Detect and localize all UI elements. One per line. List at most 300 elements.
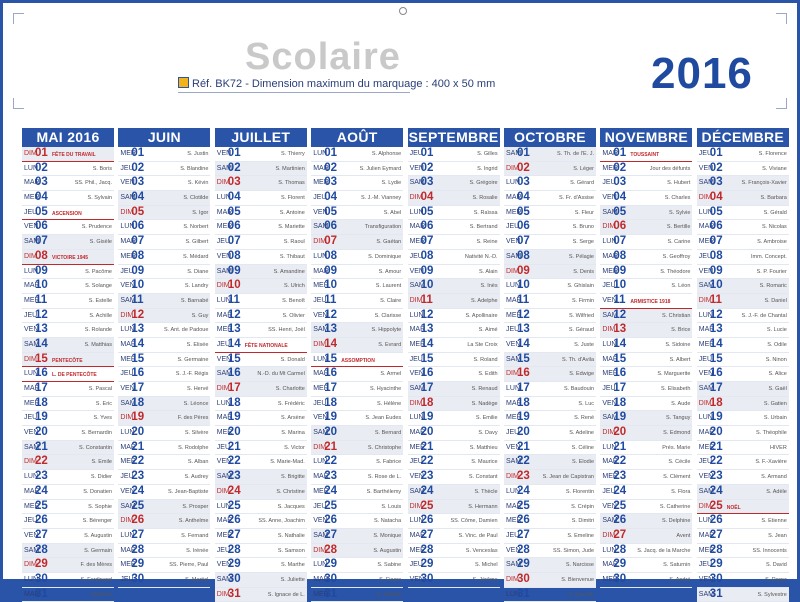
day-number: 19 bbox=[517, 411, 530, 424]
day-row bbox=[697, 191, 789, 206]
day-row bbox=[697, 323, 789, 338]
day-number: 18 bbox=[613, 396, 627, 409]
day-row bbox=[311, 411, 403, 426]
crop-mark bbox=[13, 13, 24, 24]
saint-name: S. Serge bbox=[572, 239, 594, 246]
weekday-label: SAM bbox=[120, 194, 136, 202]
day-number: 05 bbox=[35, 205, 48, 218]
day-row bbox=[504, 338, 596, 353]
saint-name: S. Kévin bbox=[187, 180, 209, 187]
saint-name: S. Rodolphe bbox=[178, 444, 209, 451]
saint-name: S. Ingrid bbox=[477, 165, 498, 172]
saint-name: S. Léger bbox=[573, 165, 594, 172]
day-number: 19 bbox=[131, 411, 145, 424]
saint-name: S. Odile bbox=[767, 341, 787, 348]
day-row bbox=[311, 588, 403, 602]
day-row bbox=[311, 367, 403, 382]
weekday-label: SAM bbox=[216, 473, 232, 481]
weekday-label: SAM bbox=[698, 590, 714, 598]
saint-name: S. Etienne bbox=[761, 518, 787, 525]
day-number: 30 bbox=[227, 572, 241, 585]
day-row bbox=[311, 162, 403, 177]
weekday-label: VEN bbox=[216, 150, 232, 157]
day-number: 30 bbox=[35, 572, 48, 585]
saint-name: S. Narcisse bbox=[565, 562, 594, 569]
saint-name: S. Elodie bbox=[571, 459, 594, 466]
day-row bbox=[504, 470, 596, 485]
weekday-label: MAR bbox=[602, 150, 618, 157]
saint-name: S. Sylvain bbox=[87, 195, 112, 202]
weekday-label: LUN bbox=[313, 150, 328, 157]
saint-name: F. des Mères bbox=[80, 562, 112, 569]
saint-name: HIVER bbox=[769, 444, 787, 451]
weekday-label: DIM bbox=[313, 238, 327, 246]
weekday-label: MAR bbox=[506, 296, 522, 304]
saint-name: S. Victor bbox=[284, 444, 305, 451]
day-row bbox=[215, 500, 307, 515]
day-number: 20 bbox=[709, 426, 723, 439]
weekday-label: LUN bbox=[506, 385, 521, 392]
day-row bbox=[504, 588, 596, 602]
day-row bbox=[311, 382, 403, 397]
weekday-label: JEU bbox=[506, 223, 520, 231]
day-number: 08 bbox=[709, 249, 723, 262]
day-number: 06 bbox=[613, 220, 627, 233]
day-row bbox=[600, 323, 692, 338]
weekday-label: SAM bbox=[120, 296, 136, 304]
weekday-label: LUN bbox=[313, 355, 328, 363]
weekday-label: VEN bbox=[120, 385, 135, 392]
day-number: 27 bbox=[227, 528, 241, 541]
weekday-label: MAR bbox=[313, 164, 329, 172]
saint-name: S. Fabrice bbox=[376, 459, 402, 466]
saint-name: S. Blandine bbox=[180, 165, 209, 172]
weekday-label: MER bbox=[24, 399, 40, 407]
saint-name: S. Roland bbox=[473, 356, 498, 363]
day-row bbox=[118, 411, 210, 426]
saint-name: S. Bertrand bbox=[469, 224, 498, 231]
saint-name: S. Hyacinthe bbox=[370, 386, 402, 392]
day-row bbox=[22, 455, 114, 470]
saint-name: S. Elisabeth bbox=[661, 386, 691, 392]
weekday-label: LUN bbox=[698, 208, 713, 216]
saint-name: S. Adeline bbox=[569, 430, 594, 437]
weekday-label: MER bbox=[24, 502, 40, 510]
weekday-label: SAM bbox=[24, 340, 40, 348]
day-row bbox=[215, 265, 307, 280]
day-number: 04 bbox=[613, 191, 627, 204]
saint-name: F. des Pères bbox=[177, 415, 209, 422]
day-row bbox=[118, 426, 210, 441]
day-number: 25 bbox=[35, 499, 48, 512]
day-number: 22 bbox=[131, 455, 145, 468]
day-number: 07 bbox=[324, 235, 337, 248]
day-row bbox=[22, 470, 114, 485]
day-number: 09 bbox=[420, 264, 434, 277]
day-number: 19 bbox=[324, 411, 337, 424]
day-number: 29 bbox=[131, 558, 145, 571]
day-number: 11 bbox=[420, 293, 433, 306]
weekday-label: JEU bbox=[506, 531, 520, 539]
day-row bbox=[697, 338, 789, 353]
day-row bbox=[600, 250, 692, 265]
day-number: 26 bbox=[131, 514, 145, 527]
day-row bbox=[118, 147, 210, 162]
weekday-label: MER bbox=[698, 443, 715, 451]
weekday-label: JEU bbox=[120, 575, 134, 583]
saint-name: S. Didier bbox=[90, 474, 112, 481]
weekday-label: VEN bbox=[313, 517, 328, 525]
day-row bbox=[22, 411, 114, 426]
day-row bbox=[215, 455, 307, 470]
weekday-label: DIM bbox=[698, 296, 712, 304]
day-row bbox=[22, 162, 114, 177]
day-row bbox=[408, 265, 500, 280]
weekday-label: MAR bbox=[120, 238, 136, 246]
day-number: 31 bbox=[709, 587, 723, 600]
day-row bbox=[600, 235, 692, 250]
day-row bbox=[504, 206, 596, 221]
saint-name: S. Brice bbox=[671, 327, 691, 334]
day-row bbox=[311, 279, 403, 294]
day-row bbox=[504, 514, 596, 529]
day-row bbox=[118, 191, 210, 206]
day-row bbox=[504, 250, 596, 265]
day-number: 12 bbox=[613, 308, 627, 321]
day-row bbox=[22, 441, 114, 456]
weekday-label: MER bbox=[698, 546, 715, 554]
day-number: 03 bbox=[613, 176, 627, 189]
day-number: 15 bbox=[613, 352, 627, 365]
weekday-label: SAM bbox=[313, 531, 329, 539]
day-number: 01 bbox=[613, 147, 627, 159]
day-row bbox=[697, 514, 789, 529]
weekday-label: MAR bbox=[698, 223, 715, 231]
month-header: NOVEMBRE bbox=[600, 128, 692, 147]
saint-name: S. Thibaut bbox=[279, 253, 305, 260]
saint-name: S. J.-F. de Chantal bbox=[741, 312, 787, 319]
weekday-label: DIM bbox=[698, 502, 712, 510]
day-number: 12 bbox=[709, 308, 723, 321]
day-number: 06 bbox=[131, 220, 145, 233]
day-number: 17 bbox=[324, 382, 337, 394]
saint-name: S. Augustin bbox=[84, 532, 112, 539]
day-row bbox=[408, 279, 500, 294]
day-row bbox=[22, 367, 114, 382]
reference-line bbox=[178, 77, 495, 90]
saint-name: S. Dominique bbox=[368, 253, 402, 260]
weekday-label: MER bbox=[216, 429, 233, 437]
weekday-label: DIM bbox=[506, 164, 519, 172]
day-number: 18 bbox=[517, 396, 530, 409]
saint-name: S. Luc bbox=[578, 400, 594, 407]
day-number: 18 bbox=[709, 396, 723, 409]
day-row bbox=[22, 338, 114, 353]
weekday-label: LUN bbox=[698, 414, 713, 422]
saint-name: S. Gaétan bbox=[376, 239, 402, 246]
day-number: 29 bbox=[227, 558, 241, 571]
day-number: 16 bbox=[517, 367, 530, 380]
weekday-label: MER bbox=[313, 179, 329, 187]
weekday-label: SAM bbox=[24, 238, 40, 246]
weekday-label: MER bbox=[216, 326, 233, 334]
day-row bbox=[504, 441, 596, 456]
weekday-label: SAM bbox=[24, 443, 40, 451]
day-row bbox=[311, 294, 403, 309]
saint-name: S. Gatien bbox=[763, 400, 787, 407]
holiday-label: FÊTE DU TRAVAIL bbox=[52, 152, 96, 158]
crop-mark bbox=[776, 98, 787, 109]
saint-name: S. Dimitri bbox=[571, 518, 594, 525]
day-number: 29 bbox=[613, 558, 627, 571]
saint-name: S. Jacq. de la Marche bbox=[637, 547, 691, 554]
saint-name: S. Guy bbox=[191, 312, 209, 319]
saint-name: S. Th. d'Avila bbox=[561, 356, 594, 363]
day-number: 08 bbox=[420, 249, 434, 262]
day-number: 10 bbox=[613, 279, 627, 292]
saint-name: S. Hermann bbox=[468, 503, 498, 510]
weekday-label: LUN bbox=[313, 252, 328, 260]
weekday-label: MER bbox=[409, 443, 426, 451]
saint-name: S. Frédéric bbox=[277, 400, 305, 407]
weekday-label: DIM bbox=[24, 252, 37, 260]
day-row bbox=[215, 514, 307, 529]
day-number: 14 bbox=[227, 337, 241, 350]
weekday-label: SAM bbox=[409, 487, 425, 495]
saint-name: S. Prudence bbox=[81, 224, 112, 231]
weekday-label: JEU bbox=[216, 340, 231, 348]
saint-name: S. Constantin bbox=[78, 444, 112, 451]
day-number: 07 bbox=[131, 235, 145, 248]
saint-name: S. Tanguy bbox=[666, 415, 691, 422]
day-row bbox=[408, 309, 500, 324]
day-row bbox=[215, 147, 307, 162]
day-number: 06 bbox=[709, 220, 723, 233]
saint-name: S. Samson bbox=[277, 547, 305, 554]
saint-name: S. Théophile bbox=[756, 430, 787, 437]
saint-name: S. P. Fourier bbox=[756, 268, 787, 275]
weekday-label: MER bbox=[216, 531, 233, 539]
weekday-label: DIM bbox=[698, 194, 712, 202]
day-row bbox=[600, 426, 692, 441]
saint-name: S. Rolande bbox=[84, 327, 112, 334]
saint-name: S. Rose de L. bbox=[367, 474, 402, 481]
saint-name: S. Urbain bbox=[763, 415, 787, 422]
day-row bbox=[697, 426, 789, 441]
day-row bbox=[697, 485, 789, 500]
day-row bbox=[504, 455, 596, 470]
weekday-label: MAR bbox=[24, 282, 40, 290]
day-number: 09 bbox=[517, 264, 530, 277]
saint-name: S. Ferdinand bbox=[80, 576, 112, 583]
saint-name: S. Sidoine bbox=[665, 341, 691, 348]
saint-name: S. Hélène bbox=[377, 400, 402, 407]
day-number: 13 bbox=[131, 323, 145, 336]
day-number: 04 bbox=[420, 191, 434, 204]
day-row bbox=[504, 529, 596, 544]
weekday-label: MAR bbox=[120, 443, 136, 451]
day-number: 20 bbox=[324, 426, 337, 439]
day-row bbox=[215, 220, 307, 235]
day-row bbox=[22, 191, 114, 206]
weekday-label: LUN bbox=[313, 561, 328, 569]
day-row bbox=[118, 500, 210, 515]
saint-name: Visitation bbox=[89, 591, 112, 598]
saint-name: S. Silvère bbox=[184, 430, 209, 437]
day-row bbox=[697, 573, 789, 588]
day-number: 22 bbox=[35, 455, 48, 468]
day-row bbox=[118, 353, 210, 368]
day-row bbox=[118, 265, 210, 280]
saint-name: S. Boris bbox=[92, 165, 112, 172]
weekday-label: MER bbox=[602, 267, 618, 275]
saint-name: SS. Henri, Joël bbox=[268, 327, 305, 334]
day-number: 20 bbox=[35, 426, 48, 439]
day-number: 15 bbox=[324, 352, 337, 365]
day-row bbox=[504, 220, 596, 235]
day-number: 20 bbox=[517, 426, 530, 439]
day-row bbox=[600, 529, 692, 544]
saint-name: S. Edmond bbox=[663, 430, 691, 437]
saint-name: S. Bernard bbox=[374, 430, 402, 437]
saint-name: S. Saturnin bbox=[663, 562, 691, 569]
saint-name: S. Juliette bbox=[280, 576, 305, 583]
day-row bbox=[215, 470, 307, 485]
saint-name: S. Alphonse bbox=[371, 151, 402, 157]
crop-mark bbox=[13, 98, 24, 109]
day-row bbox=[311, 250, 403, 265]
day-number: 28 bbox=[517, 543, 530, 556]
day-number: 11 bbox=[517, 293, 530, 306]
day-number: 09 bbox=[709, 264, 723, 277]
day-row bbox=[22, 397, 114, 412]
day-row bbox=[215, 191, 307, 206]
saint-name: S. Bérenger bbox=[82, 518, 112, 525]
day-number: 21 bbox=[131, 440, 145, 453]
weekday-label: LUN bbox=[409, 208, 424, 216]
saint-name: S. Aude bbox=[671, 400, 691, 407]
day-number: 14 bbox=[517, 337, 530, 350]
saint-name: S. Sylvie bbox=[668, 209, 691, 216]
day-row bbox=[697, 558, 789, 573]
day-number: 17 bbox=[709, 382, 723, 394]
day-number: 16 bbox=[420, 367, 434, 380]
weekday-label: MAR bbox=[506, 502, 522, 510]
day-number: 22 bbox=[709, 455, 723, 468]
day-row bbox=[22, 353, 114, 368]
weekday-label: JEU bbox=[216, 443, 231, 451]
day-number: 04 bbox=[35, 191, 48, 204]
day-number: 21 bbox=[227, 440, 241, 453]
day-row bbox=[118, 573, 210, 588]
day-row bbox=[311, 191, 403, 206]
saint-name: S. Alban bbox=[187, 459, 209, 466]
saint-name: S. Michel bbox=[474, 562, 498, 569]
saint-name: SS. Innocents bbox=[752, 547, 787, 554]
day-row bbox=[22, 176, 114, 191]
day-number: 01 bbox=[709, 147, 723, 159]
day-row bbox=[408, 558, 500, 573]
saint-name: S. Prosper bbox=[182, 503, 209, 510]
saint-name: S. Céline bbox=[571, 444, 594, 451]
day-row bbox=[504, 382, 596, 397]
saint-name: S. Claire bbox=[380, 297, 402, 304]
saint-name: S. Natacha bbox=[373, 518, 402, 525]
month-column bbox=[311, 128, 403, 600]
day-row bbox=[600, 470, 692, 485]
day-row bbox=[311, 441, 403, 456]
day-row bbox=[504, 265, 596, 280]
day-number: 14 bbox=[131, 337, 145, 350]
weekday-label: JEU bbox=[409, 355, 423, 363]
saint-name: S. Igor bbox=[192, 209, 209, 216]
weekday-label: LUN bbox=[216, 296, 231, 304]
weekday-label: DIM bbox=[313, 340, 327, 348]
weekday-label: DIM bbox=[24, 355, 37, 363]
holiday-label: TOUSSAINT bbox=[630, 152, 660, 158]
day-number: 22 bbox=[613, 455, 627, 468]
day-row bbox=[504, 294, 596, 309]
weekday-label: MAR bbox=[216, 208, 233, 216]
day-row bbox=[697, 250, 789, 265]
reference-text: Réf. BK72 - Dimension maximum du marquage : 400 x 50 mm bbox=[192, 78, 496, 90]
holiday-label: NOËL bbox=[726, 504, 741, 511]
weekday-label: DIM bbox=[506, 267, 519, 275]
weekday-label: LUN bbox=[24, 267, 39, 275]
day-row bbox=[600, 573, 692, 588]
saint-name: S. Fernand bbox=[181, 532, 209, 539]
day-number: 25 bbox=[131, 499, 145, 512]
day-number: 15 bbox=[131, 352, 145, 365]
day-number: 07 bbox=[35, 235, 48, 248]
day-row bbox=[408, 470, 500, 485]
month-column bbox=[697, 128, 789, 600]
day-number: 24 bbox=[517, 484, 530, 497]
saint-name: Transfiguration bbox=[364, 224, 402, 231]
day-row bbox=[118, 514, 210, 529]
saint-name: S. Barnabé bbox=[180, 297, 209, 304]
saint-name: S. Marina bbox=[281, 430, 305, 437]
saint-name: S. André bbox=[669, 576, 691, 583]
saint-name: SS. Pierre, Paul bbox=[169, 562, 209, 569]
saint-name: S. Clarisse bbox=[374, 312, 402, 319]
weekday-label: LUN bbox=[216, 502, 231, 510]
saint-name: S. Norbert bbox=[183, 224, 209, 231]
day-number: 12 bbox=[131, 308, 145, 321]
saint-name: S. Théodore bbox=[660, 268, 691, 275]
day-row bbox=[311, 265, 403, 280]
weekday-label: VEN bbox=[506, 340, 521, 348]
day-number: 02 bbox=[709, 161, 723, 174]
day-row bbox=[22, 309, 114, 324]
month-column bbox=[22, 128, 114, 600]
day-number: 05 bbox=[517, 205, 530, 218]
day-number: 10 bbox=[420, 279, 434, 292]
saint-name: S. Louis bbox=[381, 503, 402, 510]
saint-name: S. Constant bbox=[468, 474, 498, 481]
weekday-label: JEU bbox=[24, 414, 38, 422]
weekday-label: DIM bbox=[409, 399, 423, 407]
day-number: 13 bbox=[420, 323, 434, 336]
saint-name: S. Antoine bbox=[279, 209, 305, 216]
day-number: 18 bbox=[324, 396, 337, 409]
month-column bbox=[408, 128, 500, 585]
weekday-label: JEU bbox=[120, 164, 134, 172]
day-number: 15 bbox=[517, 352, 530, 365]
weekday-label: MAR bbox=[602, 458, 618, 466]
day-number: 15 bbox=[420, 352, 434, 365]
weekday-label: JEU bbox=[698, 561, 713, 569]
